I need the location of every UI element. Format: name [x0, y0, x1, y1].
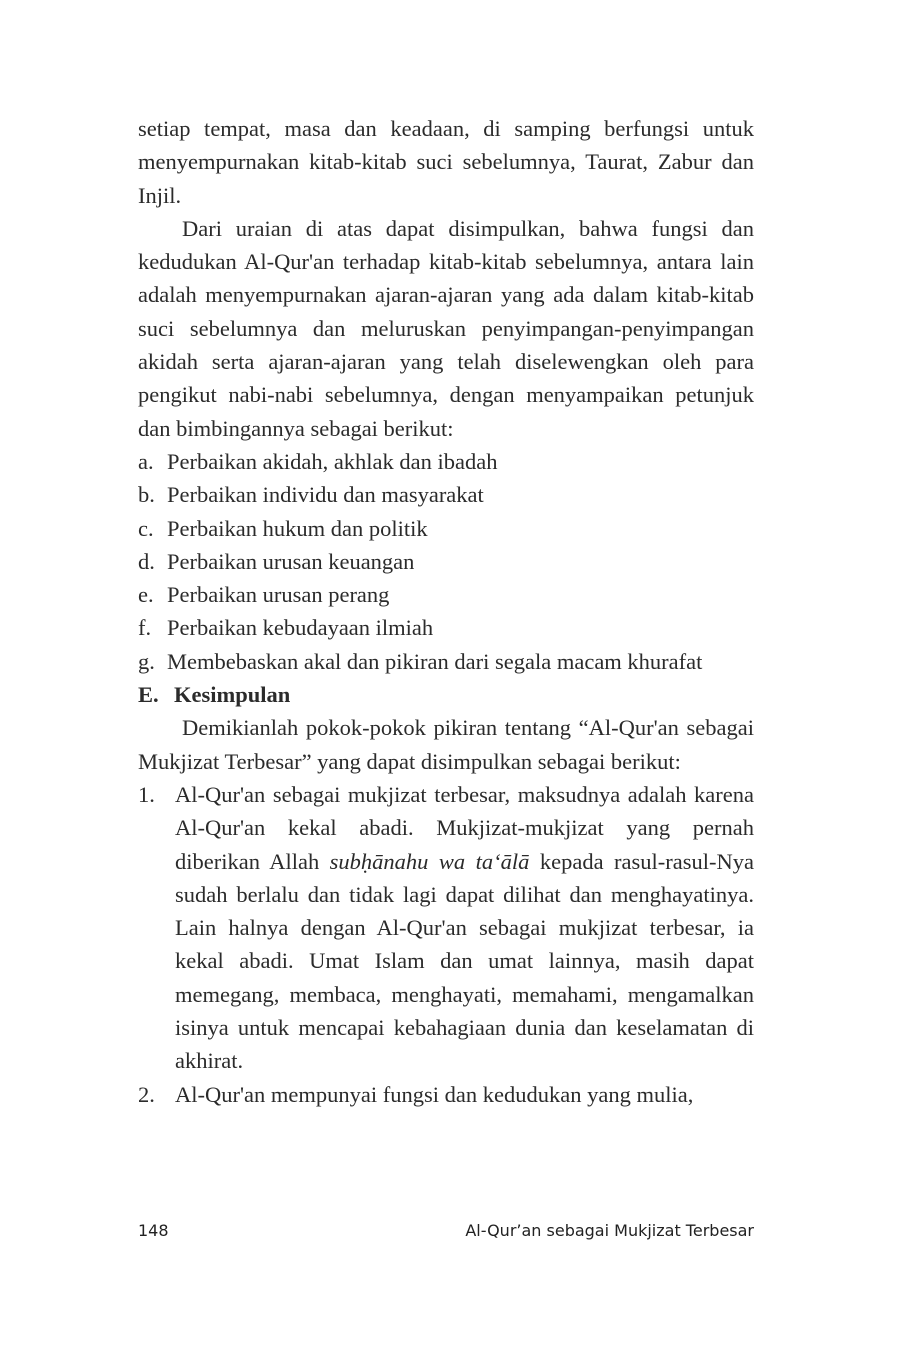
list-item-text: Al-Qur'an mempunyai fungsi dan kedudukan yang mulia, — [175, 1081, 694, 1107]
list-item — [138, 545, 754, 578]
list-item-text: Perbaikan kebudayaan ilmiah — [167, 615, 434, 641]
body-text — [138, 112, 754, 1111]
section-heading — [138, 678, 754, 711]
list-item-text: Perbaikan individu dan masyarakat — [167, 482, 484, 508]
list-marker: a. — [138, 448, 154, 474]
list-item-text: Perbaikan hukum dan politik — [167, 515, 428, 541]
list-item — [138, 778, 754, 1078]
list-item — [138, 478, 754, 511]
list-item — [138, 578, 754, 611]
section-title: Kesimpulan — [174, 682, 291, 708]
list-item-text: Al-Qur'an sebagai mukjizat terbesar, maksudnya adalah karena Al-Qur'an kekal abadi. Mukjizat-mukjizat yang pernah diberikan Allah — [175, 781, 754, 874]
list-marker: g. — [138, 648, 155, 674]
list-marker: b. — [138, 482, 155, 508]
list-item — [138, 645, 754, 678]
intro-paragraph: Dari uraian di atas dapat disimpulkan, bahwa fungsi dan kedudukan Al-Qur'an terhadap kitab-kitab sebelumnya, antara lain adalah menyempurnakan ajaran-ajaran yang ada dalam kitab-kitab suci sebelumnya dan meluruskan penyimpangan-penyimpangan akidah serta ajaran-ajaran yang telah diselewengkan oleh para pengikut nabi-nabi sebelumnya, dengan menyampaikan petunjuk dan bimbingannya sebagai berikut: — [138, 215, 754, 441]
list-marker: f. — [138, 615, 152, 641]
list-item-text: Perbaikan urusan keuangan — [167, 548, 415, 574]
continuation-paragraph: setiap tempat, masa dan keadaan, di samping berfungsi untuk menyempurnakan kitab-kitab suci sebelumnya, Taurat, Zabur dan Injil. — [138, 116, 754, 208]
list-item — [138, 1078, 754, 1111]
conclusion-list — [138, 778, 754, 1111]
points-list — [138, 445, 754, 678]
list-marker: 2. — [138, 1081, 155, 1107]
list-item — [138, 512, 754, 545]
list-item — [138, 611, 754, 644]
list-item-text: Perbaikan urusan perang — [167, 582, 390, 608]
list-marker: c. — [138, 515, 154, 541]
list-marker: d. — [138, 548, 155, 574]
running-title: Al-Qur’an sebagai Mukjizat Terbesar — [465, 1221, 754, 1240]
list-item-text-cont: kepada rasul-rasul-Nya sudah berlalu dan tidak lagi dapat dilihat dan menghayatinya. Lain halnya dengan Al-Qur'an sebagai mukjizat terbesar, ia kekal abadi. Umat Islam dan umat lainnya, masih dapat memegang, membaca, menghayati, memahami, mengamalkan isinya untuk mencapai kebahagiaan dunia dan keselamatan di akhirat. — [175, 848, 754, 1074]
list-item — [138, 445, 754, 478]
list-item-text: Perbaikan akidah, akhlak dan ibadah — [167, 448, 498, 474]
page-number: 148 — [138, 1221, 169, 1240]
conclusion-intro: Demikianlah pokok-pokok pikiran tentang “Al-Qur'an sebagai Mukjizat Terbesar” yang dapat disimpulkan sebagai berikut: — [138, 715, 754, 774]
list-marker: 1. — [138, 781, 155, 807]
section-number: E. — [138, 682, 159, 708]
list-marker: e. — [138, 582, 154, 608]
transliteration-italic: subḥānahu wa ta‘ālā — [329, 848, 530, 874]
list-item-text: Membebaskan akal dan pikiran dari segala macam khurafat — [167, 648, 703, 674]
